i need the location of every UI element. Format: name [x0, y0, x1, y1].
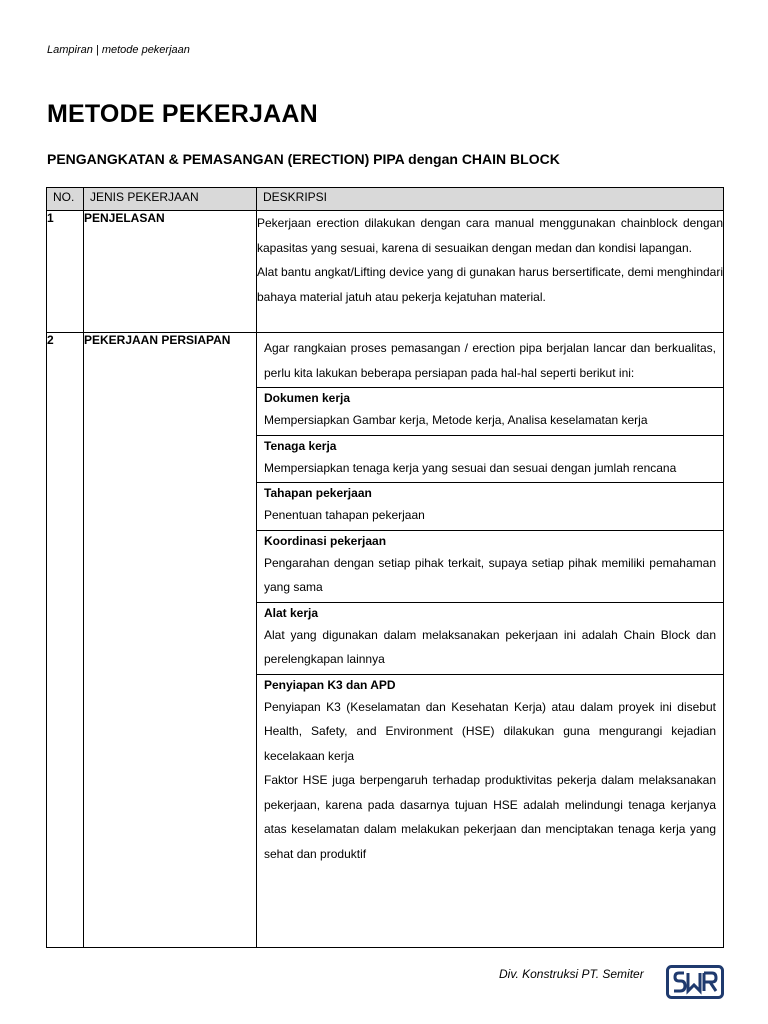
row-no: 1 — [47, 211, 84, 333]
footer-division: Div. Konstruksi PT. Semiter — [499, 967, 644, 981]
intro-section — [257, 333, 723, 387]
header-note: Lampiran | metode pekerjaan — [47, 44, 190, 56]
section-tahapan-pekerjaan — [257, 482, 723, 530]
page-title: METODE PEKERJAAN — [47, 100, 318, 128]
section-alat-kerja — [257, 602, 723, 674]
section-body: Penentuan tahapan pekerjaan — [264, 508, 425, 522]
section-body: Penyiapan K3 (Keselamatan dan Kesehatan Kerja) atau dalam proyek ini disebut Health, Safety, and Environment (HSE) dilakukan guna mengurangi kejadian kecelakaan kerja — [264, 699, 716, 763]
section-dokumen-kerja — [257, 387, 723, 435]
row-deskripsi — [257, 333, 724, 948]
section-body: Faktor HSE juga berpengaruh terhadap produktivitas pekerja dalam melaksanakan pekerjaan, karena pada dasarnya tujuan HSE adalah melindungi tenaga kerjanya atas keselamatan dalam melakukan pekerjaan dan menciptakan tenaga kerja yang sehat dan produktif — [264, 773, 716, 861]
section-body: Mempersiapkan Gambar kerja, Metode kerja, Analisa keselamatan kerja — [264, 413, 648, 427]
header-jenis: JENIS PEKERJAAN — [84, 188, 257, 211]
section-title: Dokumen kerja — [264, 391, 351, 405]
section-title: Tenaga kerja — [264, 438, 337, 453]
section-body: Pengarahan dengan setiap pihak terkait, supaya setiap pihak memiliki pemahaman yang sama — [264, 555, 716, 594]
method-table — [46, 187, 724, 948]
header-no: NO. — [47, 188, 84, 211]
table-header-row — [47, 188, 724, 211]
description-paragraph: Pekerjaan erection dilakukan dengan cara manual menggunakan chainblock dengan kapasitas yang sesuai, karena di sesuaikan dengan medan dan kondisi lapangan. — [257, 216, 723, 255]
row-deskripsi — [257, 211, 724, 333]
section-title: Penyiapan K3 dan APD — [264, 677, 396, 692]
description-paragraph: Agar rangkaian proses pemasangan / erection pipa berjalan lancar dan berkualitas, perlu kita lakukan beberapa persiapan pada hal-hal seperti berikut ini: — [264, 341, 716, 380]
section-tenaga-kerja — [257, 435, 723, 483]
header-deskripsi: DESKRIPSI — [257, 188, 724, 211]
section-k3-apd — [257, 674, 723, 869]
description-paragraph: Alat bantu angkat/Lifting device yang di gunakan harus bersertificate, demi menghindari bahaya material jatuh atau pekerja kejatuhan material. — [257, 265, 723, 304]
table-row — [47, 211, 724, 333]
section-body: Alat yang digunakan dalam melaksanakan pekerjaan ini adalah Chain Block dan perelengkapan lainnya — [264, 627, 716, 666]
row-jenis: PENJELASAN — [84, 211, 257, 333]
section-title: Tahapan pekerjaan — [264, 486, 372, 500]
section-body: Mempersiapkan tenaga kerja yang sesuai dan sesuai dengan jumlah rencana — [264, 460, 677, 475]
semiter-logo-icon — [666, 965, 724, 999]
row-no: 2 — [47, 333, 84, 948]
table-row — [47, 333, 724, 948]
section-title: Koordinasi pekerjaan — [264, 533, 387, 548]
section-title: Alat kerja — [264, 605, 319, 620]
row-jenis: PEKERJAAN PERSIAPAN — [84, 333, 257, 948]
page-subtitle: PENGANGKATAN & PEMASANGAN (ERECTION) PIPA dengan CHAIN BLOCK — [47, 151, 560, 167]
section-koordinasi-pekerjaan — [257, 530, 723, 602]
